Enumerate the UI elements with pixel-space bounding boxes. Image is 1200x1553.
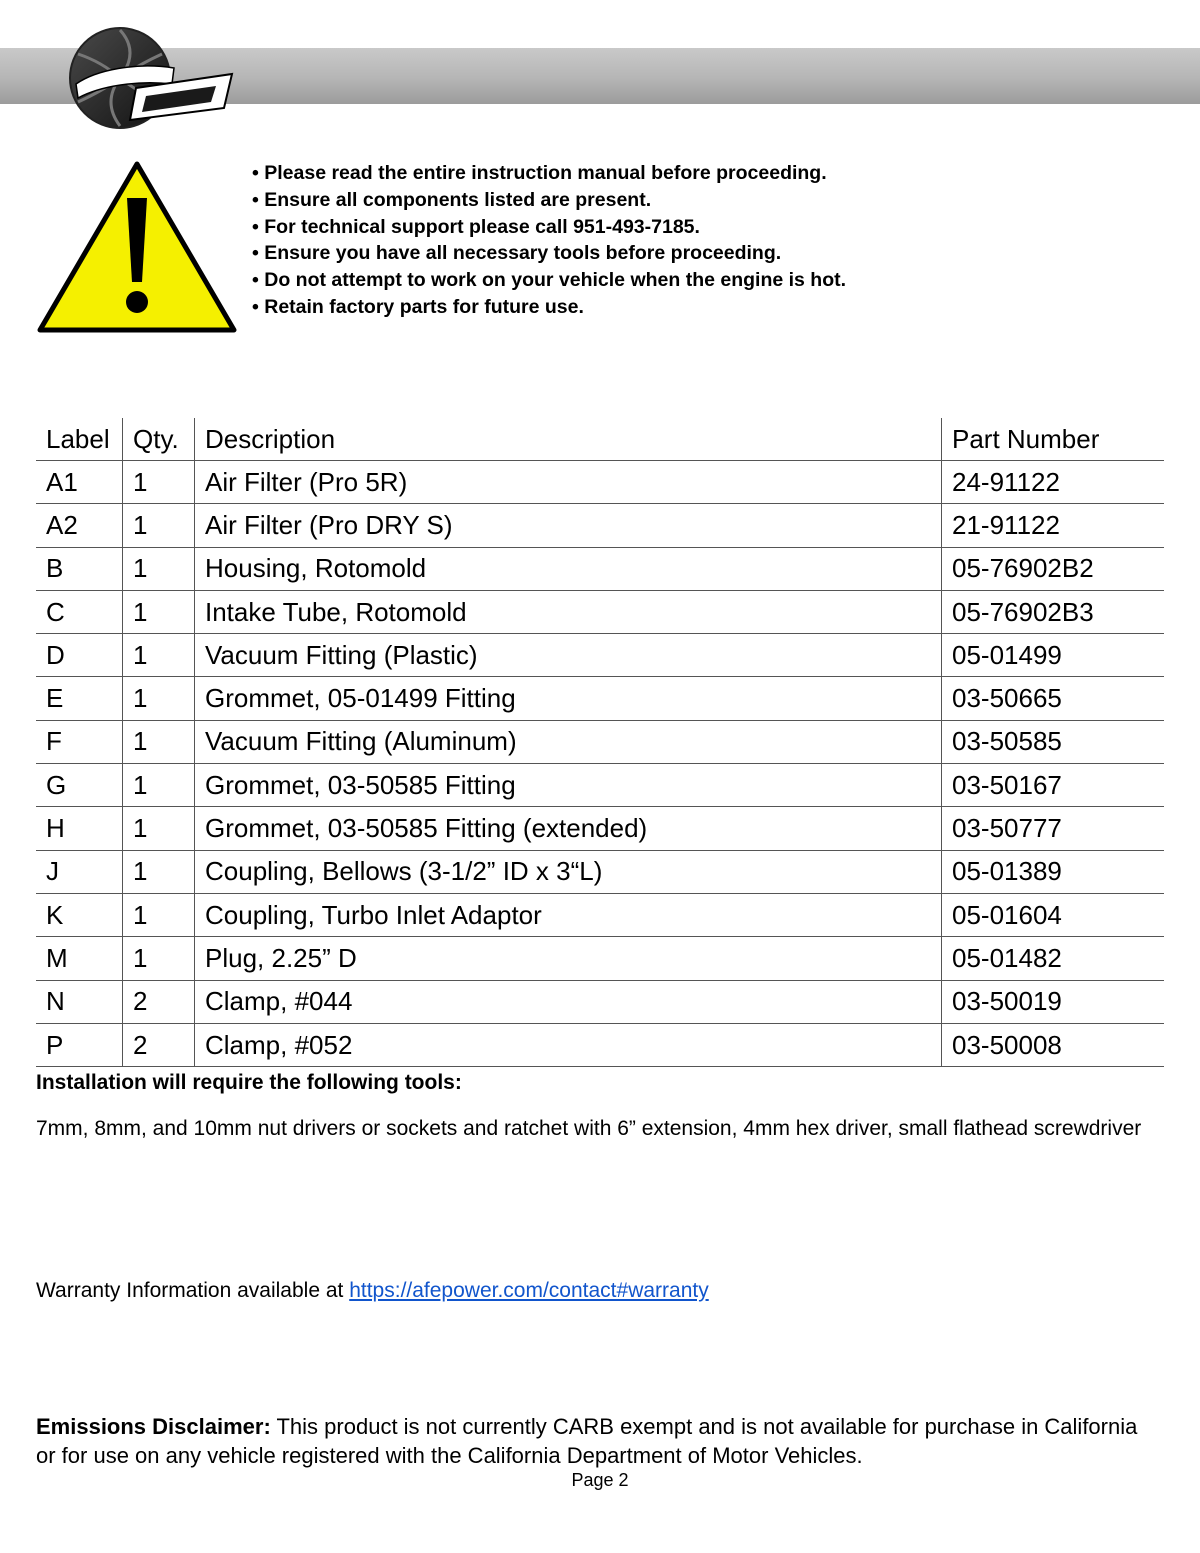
table-row (36, 720, 1164, 763)
cell-part-number: 03-50665 (942, 677, 1165, 720)
cell-qty: 1 (123, 504, 195, 547)
cell-qty: 1 (123, 893, 195, 936)
cell-description: Grommet, 03-50585 Fitting (195, 764, 942, 807)
cell-label: J (36, 850, 123, 893)
cell-label: E (36, 677, 123, 720)
cell-qty: 1 (123, 634, 195, 677)
cell-label: K (36, 893, 123, 936)
cell-part-number: 24-91122 (942, 461, 1165, 504)
cell-label: F (36, 720, 123, 763)
cell-qty: 2 (123, 1023, 195, 1066)
warranty-text: Warranty Information available at (36, 1279, 350, 1302)
table-row (36, 807, 1164, 850)
cell-part-number: 05-01389 (942, 850, 1165, 893)
cell-part-number: 05-76902B2 (942, 547, 1165, 590)
table-row (36, 461, 1164, 504)
cell-label: B (36, 547, 123, 590)
cell-qty: 1 (123, 850, 195, 893)
cell-qty: 2 (123, 980, 195, 1023)
notice-item: • Ensure all components listed are present. (252, 188, 652, 211)
parts-table-body (36, 461, 1164, 1067)
table-header-row (36, 418, 1164, 461)
cell-qty: 1 (123, 547, 195, 590)
table-row (36, 937, 1164, 980)
cell-qty: 1 (123, 807, 195, 850)
cell-part-number: 05-76902B3 (942, 590, 1165, 633)
cell-qty: 1 (123, 764, 195, 807)
table-row (36, 677, 1164, 720)
cell-part-number: 05-01604 (942, 893, 1165, 936)
table-row (36, 504, 1164, 547)
cell-qty: 1 (123, 937, 195, 980)
warranty-link[interactable]: https://afepower.com/contact#warranty (349, 1279, 709, 1302)
cell-description: Plug, 2.25” D (195, 937, 942, 980)
safety-notices (252, 160, 846, 321)
warning-triangle-icon (34, 158, 240, 338)
cell-part-number: 03-50019 (942, 980, 1165, 1023)
cell-description: Vacuum Fitting (Plastic) (195, 634, 942, 677)
warranty-info (36, 1279, 709, 1303)
notice-item: • Please read the entire instruction manual before proceeding. (252, 162, 827, 184)
cell-description: Grommet, 03-50585 Fitting (extended) (195, 807, 942, 850)
cell-description: Clamp, #044 (195, 980, 942, 1023)
table-row (36, 764, 1164, 807)
cell-qty: 1 (123, 720, 195, 763)
cell-label: M (36, 937, 123, 980)
cell-part-number: 21-91122 (942, 504, 1165, 547)
cell-description: Clamp, #052 (195, 1023, 942, 1066)
cell-label: A2 (36, 504, 123, 547)
table-row (36, 980, 1164, 1023)
cell-qty: 1 (123, 461, 195, 504)
cell-description: Grommet, 05-01499 Fitting (195, 677, 942, 720)
cell-part-number: 03-50167 (942, 764, 1165, 807)
cell-label: A1 (36, 461, 123, 504)
column-header-label: Label (36, 418, 123, 461)
cell-label: H (36, 807, 123, 850)
cell-label: D (36, 634, 123, 677)
cell-description: Air Filter (Pro 5R) (195, 461, 942, 504)
cell-description: Housing, Rotomold (195, 547, 942, 590)
cell-qty: 1 (123, 677, 195, 720)
parts-table (36, 418, 1164, 1067)
table-row (36, 1023, 1164, 1066)
notice-item: • For technical support please call 951-493-7185. (252, 215, 700, 238)
table-row (36, 547, 1164, 590)
cell-description: Vacuum Fitting (Aluminum) (195, 720, 942, 763)
cell-part-number: 03-50008 (942, 1023, 1165, 1066)
column-header-part-number: Part Number (942, 418, 1165, 461)
cell-part-number: 03-50777 (942, 807, 1165, 850)
cell-label: G (36, 764, 123, 807)
notice-item: • Ensure you have all necessary tools before proceeding. (252, 242, 782, 265)
emissions-text: This product is not currently CARB exempt and is not available for purchase in California or for use on any vehicle registered with the California Department of Motor Vehicles. (36, 1414, 1138, 1468)
column-header-description: Description (195, 418, 942, 461)
cell-description: Coupling, Turbo Inlet Adaptor (195, 893, 942, 936)
tools-list: 7mm, 8mm, and 10mm nut drivers or sockets and ratchet with 6” extension, 4mm hex driver, small flathead screwdriver (36, 1117, 1142, 1140)
emissions-label: Emissions Disclaimer: (36, 1414, 271, 1439)
cell-label: C (36, 590, 123, 633)
notice-item: • Do not attempt to work on your vehicle when the engine is hot. (252, 269, 847, 292)
table-row (36, 893, 1164, 936)
tools-heading: Installation will require the following tools: (36, 1071, 462, 1094)
cell-description: Air Filter (Pro DRY S) (195, 504, 942, 547)
cell-description: Intake Tube, Rotomold (195, 590, 942, 633)
cell-part-number: 05-01482 (942, 937, 1165, 980)
page-number: Page 2 (571, 1470, 629, 1490)
cell-description: Coupling, Bellows (3-1/2” ID x 3“L) (195, 850, 942, 893)
table-row (36, 634, 1164, 677)
cell-label: P (36, 1023, 123, 1066)
cell-label: N (36, 980, 123, 1023)
cell-part-number: 05-01499 (942, 634, 1165, 677)
afe-power-logo (66, 22, 236, 134)
table-row (36, 850, 1164, 893)
column-header-qty: Qty. (123, 418, 195, 461)
cell-qty: 1 (123, 590, 195, 633)
cell-part-number: 03-50585 (942, 720, 1165, 763)
notice-item: • Retain factory parts for future use. (252, 295, 584, 318)
emissions-disclaimer (36, 1412, 1156, 1470)
table-row (36, 590, 1164, 633)
